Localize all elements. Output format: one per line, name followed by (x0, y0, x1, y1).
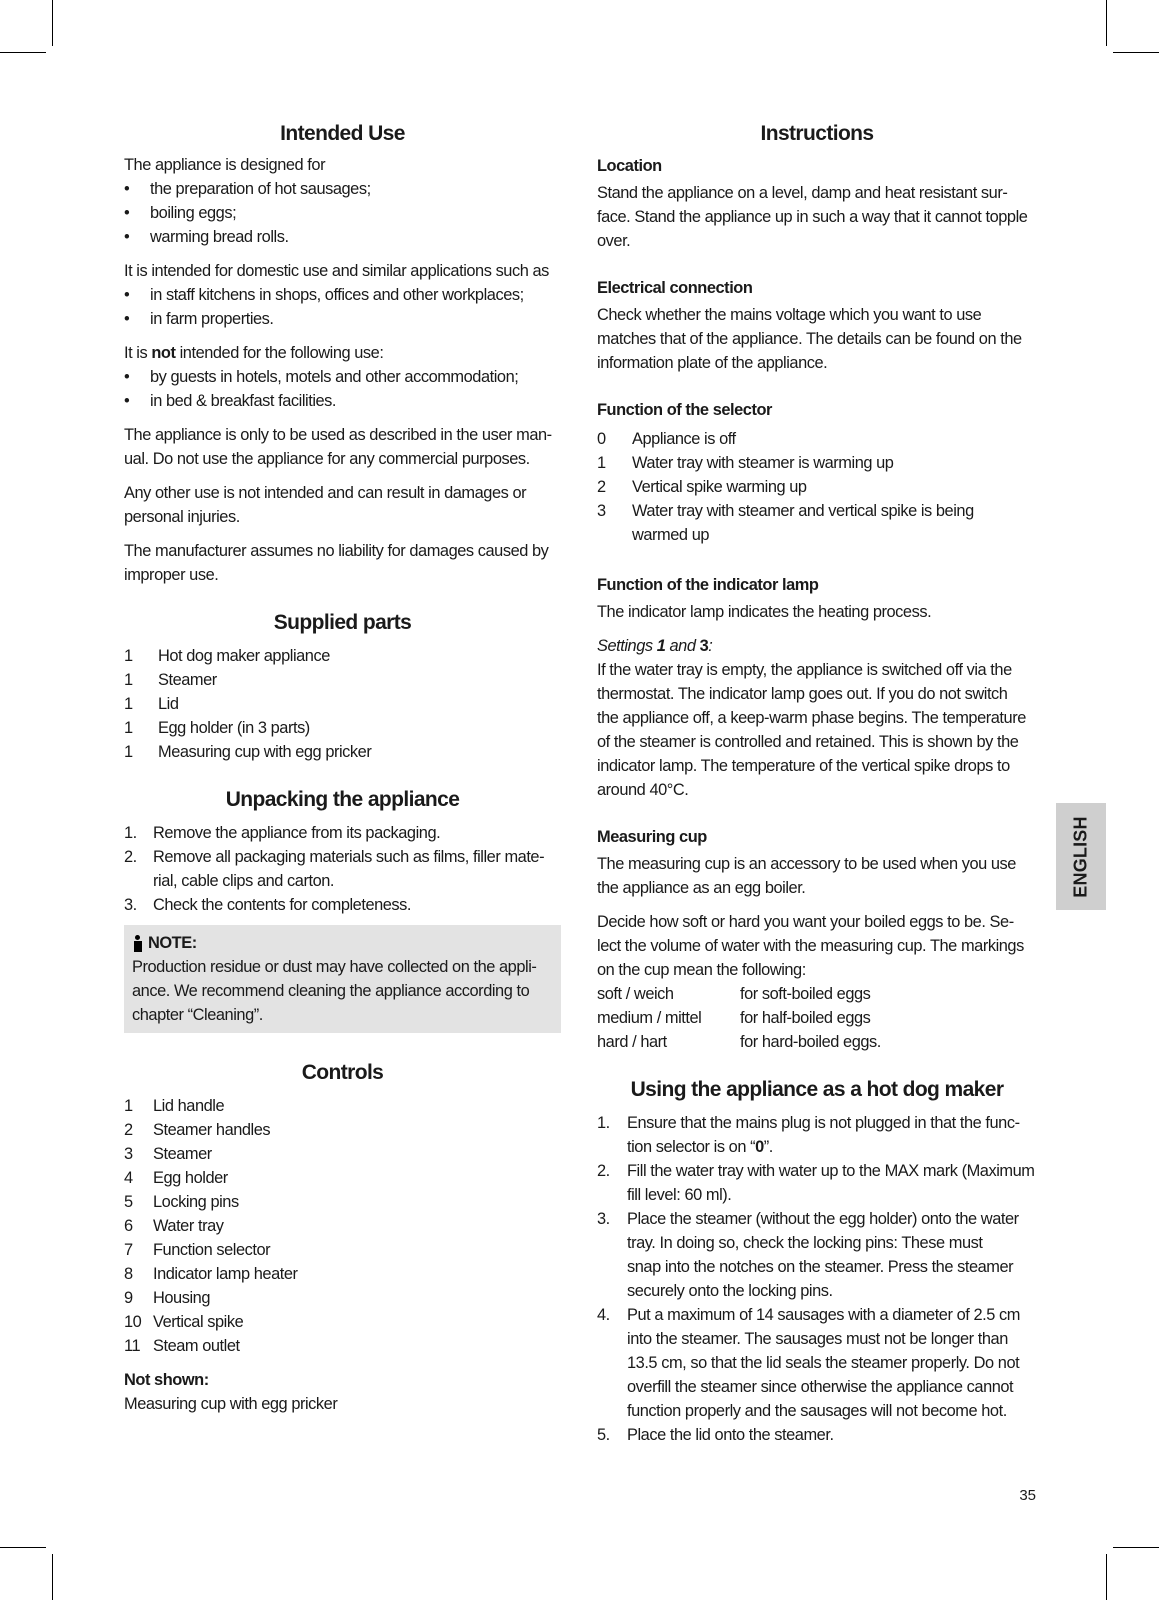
emphasis: 3 (699, 637, 709, 655)
item-number: 1 (124, 1097, 133, 1115)
list-item (124, 1238, 561, 1262)
text-line: ual. Do not use the appliance for any commercial purposes. (124, 450, 530, 468)
text-line: Water tray with steamer and vertical spike is being (632, 502, 974, 520)
domestic-list (124, 283, 561, 331)
indicator-intro: The indicator lamp indicates the heating process. (597, 603, 932, 621)
step-text (627, 1303, 1037, 1423)
item-number: 6 (124, 1217, 133, 1235)
controls-list (124, 1094, 561, 1358)
text-line: snap into the notches on the steamer. Press the steamer (627, 1258, 1014, 1276)
marking-label: hard / hart (597, 1033, 667, 1051)
item-name: Lid handle (153, 1097, 225, 1115)
setting-text: Water tray with steamer is warming up (632, 454, 894, 472)
crop-mark (52, 1554, 53, 1600)
list-item: • by guests in hotels, motels and other accommodation; (124, 365, 561, 389)
not-intended-intro (124, 341, 561, 365)
step-number: 3. (124, 896, 137, 914)
crop-mark (52, 0, 53, 46)
step-number: 4. (597, 1306, 610, 1324)
list-item (124, 644, 561, 668)
location-text (597, 181, 1037, 253)
text-line: Remove all packaging materials such as films, filler mate- (153, 848, 545, 866)
marking-meaning: for soft-boiled eggs (740, 985, 871, 1003)
list-item (597, 451, 1037, 475)
list-item (597, 1159, 1037, 1207)
setting-text: Vertical spike warming up (632, 478, 807, 496)
list-item (597, 1207, 1037, 1303)
intended-uses-list (124, 177, 561, 249)
crop-mark (1106, 1554, 1107, 1600)
text-line: Put a maximum of 14 sausages with a diameter of 2.5 cm (627, 1306, 1020, 1324)
item-qty: 1 (124, 671, 133, 689)
item-name: Steamer (153, 1145, 212, 1163)
item-name: Function selector (153, 1241, 271, 1259)
list-item (124, 692, 561, 716)
text-line: face. Stand the appliance up in such a way that it cannot topple (597, 208, 1028, 226)
crop-mark (0, 1547, 46, 1548)
item-name: Measuring cup with egg pricker (158, 743, 372, 761)
text-fragment: : (708, 637, 713, 655)
step-text (627, 1207, 1037, 1303)
selector-list (597, 427, 1037, 547)
location-section (597, 154, 1037, 253)
list-item: • boiling eggs; (124, 201, 561, 225)
text-line: fill level: 60 ml). (627, 1186, 732, 1204)
intended-use-heading: Intended Use (280, 122, 405, 145)
supplied-parts-section (124, 609, 561, 764)
measuring-heading: Measuring cup (597, 828, 707, 846)
list-item (597, 499, 1037, 547)
supplied-parts-heading: Supplied parts (273, 611, 412, 634)
step-text: Place the lid onto the steamer. (627, 1426, 834, 1444)
setting-text (632, 499, 1037, 547)
item-name: Indicator lamp heater (153, 1265, 298, 1283)
marking-label: medium / mittel (597, 1009, 702, 1027)
item-number: 4 (124, 1169, 133, 1187)
setting-number: 2 (597, 478, 606, 496)
text-fragment: intended for the following use: (175, 344, 384, 362)
crop-mark (1113, 1547, 1159, 1548)
text-line: of the steamer is controlled and retained. This is shown by the (597, 733, 1019, 751)
list-item: • warming bread rolls. (124, 225, 561, 249)
info-icon (132, 934, 143, 952)
text-line: If the water tray is empty, the appliance is switched off via the (597, 661, 1012, 679)
list-item: • the preparation of hot sausages; (124, 177, 561, 201)
other-use-paragraph (124, 481, 561, 529)
intended-use-intro: The appliance is designed for (124, 156, 326, 174)
marking-meaning: for hard-boiled eggs. (740, 1033, 881, 1051)
unpacking-steps (124, 821, 561, 917)
text-fragment: It is (124, 344, 152, 362)
emphasis: not (151, 344, 176, 362)
step-number: 2. (597, 1162, 610, 1180)
text-line: function properly and the sausages will not become hot. (627, 1402, 1007, 1420)
list-item (124, 1142, 561, 1166)
list-item (597, 427, 1037, 451)
only-used-paragraph (124, 423, 561, 471)
list-item (124, 1166, 561, 1190)
text-fragment: ”. (763, 1138, 773, 1156)
list-item (124, 1262, 561, 1286)
crop-mark (0, 52, 46, 53)
item-number: 2 (124, 1121, 133, 1139)
item-number: 10 (124, 1313, 142, 1331)
marking-meaning: for half-boiled eggs (740, 1009, 871, 1027)
note-title (132, 931, 553, 955)
text-line: Stand the appliance on a level, damp and heat resistant sur- (597, 184, 1008, 202)
marking-label: soft / weich (597, 985, 674, 1003)
item-name: Hot dog maker appliance (158, 647, 330, 665)
left-column (124, 120, 561, 1416)
text-line: information plate of the appliance. (597, 354, 828, 372)
list-item (124, 668, 561, 692)
item-number: 9 (124, 1289, 133, 1307)
not-shown-label: Not shown: (124, 1371, 209, 1389)
item-qty: 1 (124, 695, 133, 713)
setting-number: 0 (597, 430, 606, 448)
text-line: ance. We recommend cleaning the appliance according to (132, 982, 530, 1000)
note-label: NOTE: (148, 934, 197, 952)
emphasis: 0 (755, 1138, 764, 1156)
text-line: The measuring cup is an accessory to be used when you use (597, 855, 1016, 873)
item-name: Egg holder (in 3 parts) (158, 719, 310, 737)
list-item: • in staff kitchens in shops, offices and other workplaces; (124, 283, 561, 307)
text-line: Production residue or dust may have collected on the appli- (132, 958, 537, 976)
list-item (124, 845, 561, 893)
measuring-text (597, 852, 1037, 900)
crop-mark (1113, 52, 1159, 53)
list-item (124, 1286, 561, 1310)
language-tab (1056, 803, 1106, 910)
item-name: Egg holder (153, 1169, 228, 1187)
step-number: 2. (124, 848, 137, 866)
step-text: Check the contents for completeness. (153, 896, 412, 914)
setting-number: 3 (597, 502, 606, 520)
intended-use-section (124, 120, 561, 587)
step-number: 1. (124, 824, 137, 842)
item-name: Water tray (153, 1217, 224, 1235)
text-line: into the steamer. The sausages must not be longer than (627, 1330, 1008, 1348)
hotdog-section (597, 1076, 1037, 1447)
text-line: overfill the steamer since otherwise the appliance cannot (627, 1378, 1014, 1396)
list-item: • in farm properties. (124, 307, 561, 331)
not-intended-list (124, 365, 561, 413)
step-text (153, 845, 561, 893)
note-text (132, 955, 553, 1027)
text-line: Place the steamer (without the egg holder) onto the water (627, 1210, 1019, 1228)
item-name: Steamer handles (153, 1121, 271, 1139)
step-text: Remove the appliance from its packaging. (153, 824, 441, 842)
list-item (124, 740, 561, 764)
step-number: 1. (597, 1114, 610, 1132)
item-number: 5 (124, 1193, 133, 1211)
page-number: 35 (1019, 1487, 1036, 1504)
list-item (124, 1334, 561, 1358)
text-line: the appliance off, a keep-warm phase begins. The temperature (597, 709, 1026, 727)
text-fragment: and (665, 637, 700, 655)
controls-section (124, 1059, 561, 1416)
text-line: on the cup mean the following: (597, 961, 806, 979)
text-line: personal injuries. (124, 508, 240, 526)
text-line: Fill the water tray with water up to the MAX mark (Maximum (627, 1162, 1035, 1180)
unpacking-heading: Unpacking the appliance (225, 788, 460, 811)
setting-number: 1 (597, 454, 606, 472)
text-line: the appliance as an egg boiler. (597, 879, 806, 897)
item-name: Lid (158, 695, 179, 713)
item-qty: 1 (124, 647, 133, 665)
list-item (124, 716, 561, 740)
item-number: 11 (124, 1337, 141, 1355)
list-item (124, 821, 561, 845)
text-line: The manufacturer assumes no liability for damages caused by (124, 542, 549, 560)
text-line: indicator lamp. The temperature of the vertical spike drops to (597, 757, 1010, 775)
step-number: 5. (597, 1426, 610, 1444)
text-line: The appliance is only to be used as described in the user man- (124, 426, 552, 444)
domestic-intro: It is intended for domestic use and similar applications such as (124, 262, 549, 280)
item-qty: 1 (124, 743, 133, 761)
list-item (124, 1094, 561, 1118)
list-item: • in bed & breakfast facilities. (124, 389, 561, 413)
liability-paragraph (124, 539, 561, 587)
text-line: rial, cable clips and carton. (153, 872, 335, 890)
location-heading: Location (597, 157, 662, 175)
unpacking-section (124, 786, 561, 1033)
measuring-instructions (597, 910, 1037, 982)
list-item (124, 1190, 561, 1214)
item-name: Steam outlet (153, 1337, 240, 1355)
text-fragment: Settings (597, 637, 657, 655)
list-item (124, 1310, 561, 1334)
not-shown-item: Measuring cup with egg pricker (124, 1395, 338, 1413)
hotdog-steps (597, 1111, 1037, 1447)
text-line: tray. In doing so, check the locking pins: These must (627, 1234, 983, 1252)
electrical-section (597, 276, 1037, 375)
selector-section (597, 398, 1037, 547)
indicator-section (597, 573, 1037, 802)
item-name: Vertical spike (153, 1313, 244, 1331)
language-label: ENGLISH (1070, 815, 1091, 898)
text-line: chapter “Cleaning”. (132, 1006, 263, 1024)
text-line: 13.5 cm, so that the lid seals the steamer properly. Do not (627, 1354, 1020, 1372)
list-item (124, 1214, 561, 1238)
text-line: Decide how soft or hard you want your boiled eggs to be. Se- (597, 913, 1014, 931)
list-item (124, 893, 561, 917)
measuring-section (597, 825, 1037, 1054)
note-box (124, 925, 561, 1033)
text-line: warmed up (632, 526, 710, 544)
list-item (597, 1111, 1037, 1159)
text-line: Ensure that the mains plug is not plugged in that the func- (627, 1114, 1020, 1132)
item-name: Steamer (158, 671, 217, 689)
text-line: matches that of the appliance. The details can be found on the (597, 330, 1022, 348)
item-number: 7 (124, 1241, 133, 1259)
emphasis: 1 (656, 637, 666, 655)
text-line: improper use. (124, 566, 219, 584)
text-line: around 40°C. (597, 781, 689, 799)
instructions-heading: Instructions (760, 122, 874, 145)
controls-heading: Controls (301, 1061, 384, 1084)
selector-heading: Function of the selector (597, 401, 772, 419)
text-line: lect the volume of water with the measuring cup. The markings (597, 937, 1024, 955)
text-line: over. (597, 232, 631, 250)
right-column (597, 120, 1037, 1447)
item-qty: 1 (124, 719, 133, 737)
list-item (597, 1303, 1037, 1423)
step-text (627, 1111, 1037, 1159)
markings-table (597, 982, 1037, 1054)
item-name: Housing (153, 1289, 210, 1307)
step-text (627, 1159, 1037, 1207)
text-fragment: tion selector is on “ (627, 1138, 756, 1156)
indicator-text (597, 658, 1037, 802)
indicator-heading: Function of the indicator lamp (597, 576, 819, 594)
crop-mark (1106, 0, 1107, 46)
step-number: 3. (597, 1210, 610, 1228)
item-name: Locking pins (153, 1193, 239, 1211)
setting-text: Appliance is off (632, 430, 736, 448)
supplied-parts-list (124, 644, 561, 764)
text-line: Check whether the mains voltage which you want to use (597, 306, 982, 324)
item-number: 8 (124, 1265, 133, 1283)
text-line: Any other use is not intended and can result in damages or (124, 484, 527, 502)
settings-label (597, 634, 1037, 658)
electrical-text (597, 303, 1037, 375)
hotdog-heading: Using the appliance as a hot dog maker (630, 1078, 1004, 1101)
list-item (124, 1118, 561, 1142)
text-line: thermostat. The indicator lamp goes out. If you do not switch (597, 685, 1008, 703)
item-number: 3 (124, 1145, 133, 1163)
text-line: securely onto the locking pins. (627, 1282, 833, 1300)
list-item (597, 1423, 1037, 1447)
list-item (597, 475, 1037, 499)
electrical-heading: Electrical connection (597, 279, 753, 297)
